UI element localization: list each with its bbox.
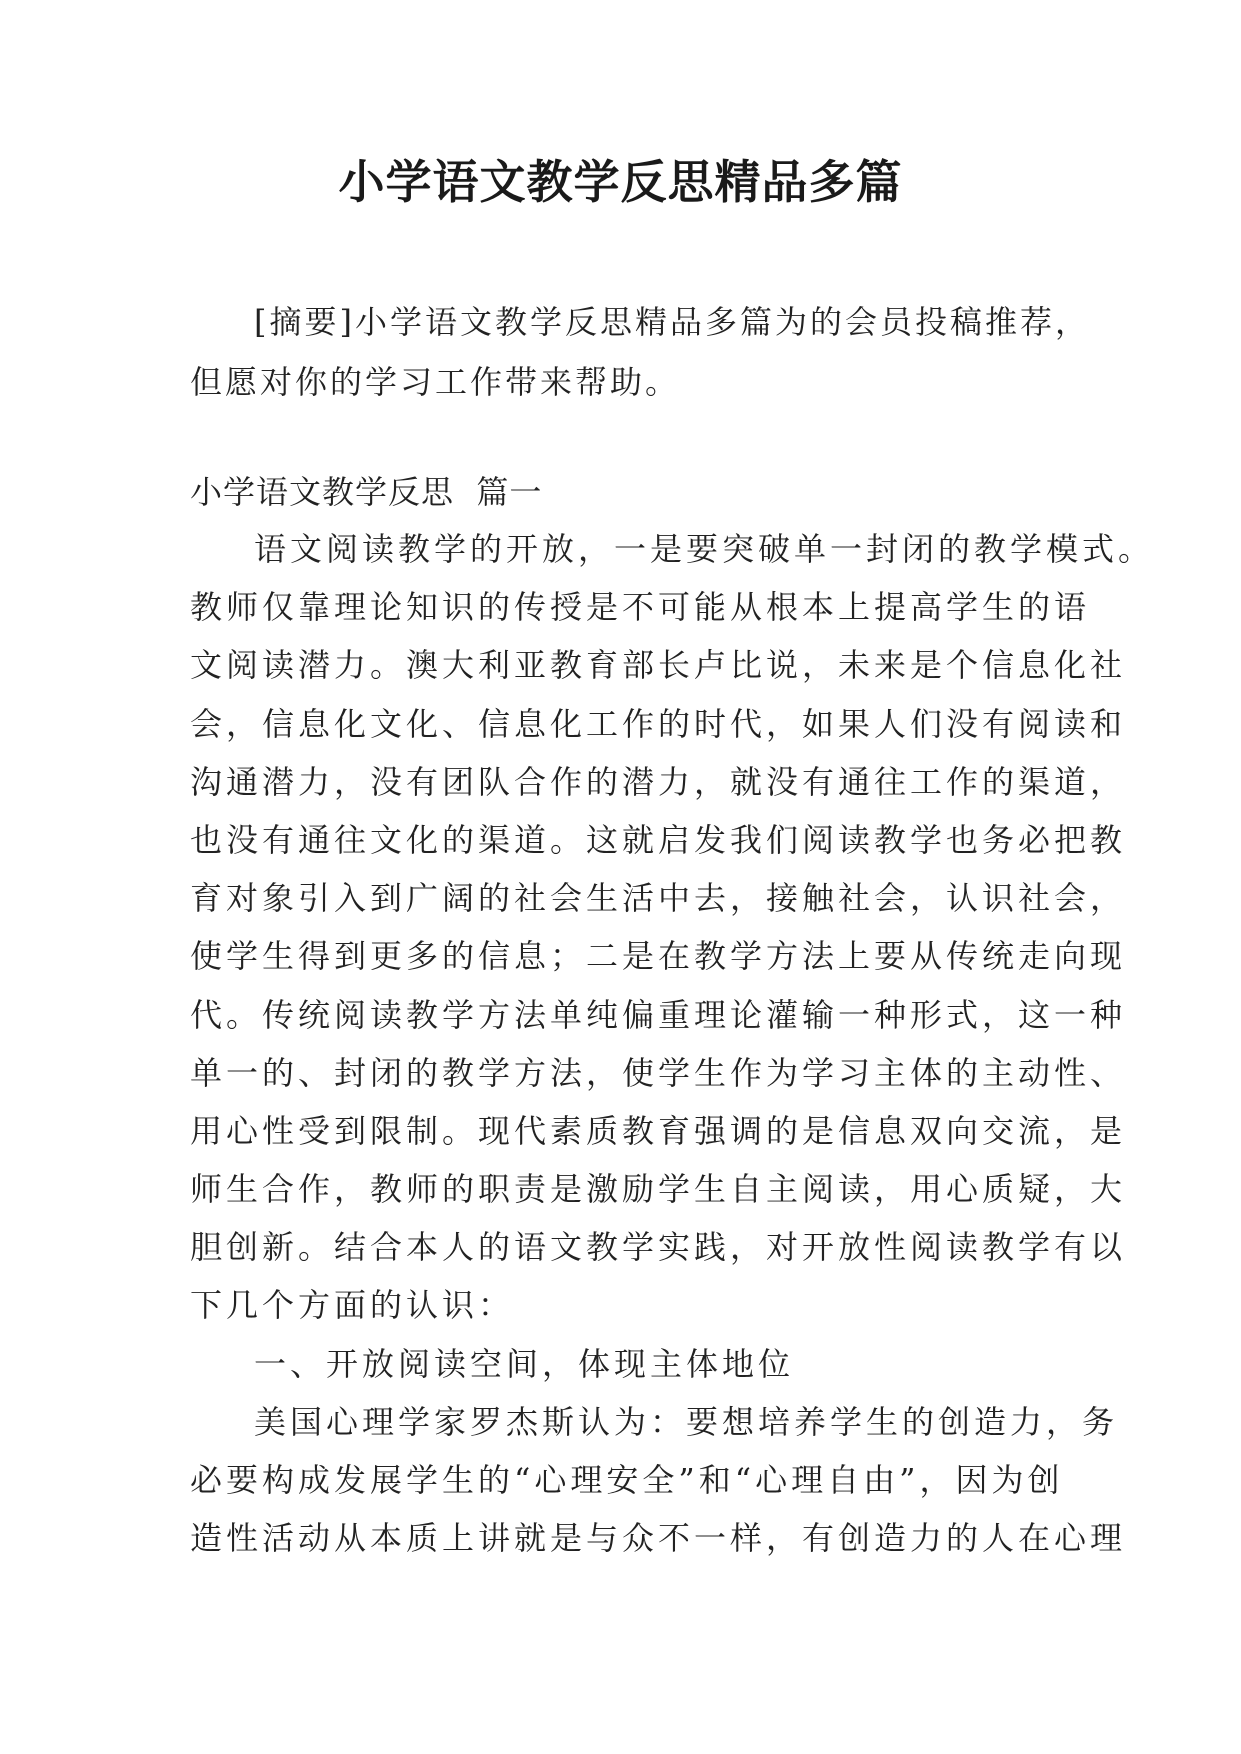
body-line: 沟通潜力，没有团队合作的潜力，就没有通往工作的渠道， [190,762,1127,801]
body-line: 语文阅读教学的开放，一是要突破单一封闭的教学模式。 [254,530,1155,568]
body-line: 下几个方面的认识： [190,1286,515,1325]
body-line: 单一的、封闭的教学方法，使学生作为学习主体的主动性、 [190,1053,1127,1092]
body-line: 代。传统阅读教学方法单纯偏重理论灌输一种形式，这一种 [190,995,1127,1034]
article-body [190,520,1155,1567]
body-line: 会，信息化文化、信息化工作的时代，如果人们没有阅读和 [190,704,1127,743]
body-line: 也没有通往文化的渠道。这就启发我们阅读教学也务必把教 [190,820,1127,859]
abstract-line: [摘要]小学语文教学反思精品多篇为的会员投稿推荐， [254,303,1090,341]
body-line: 育对象引入到广阔的社会生活中去，接触社会，认识社会， [190,879,1127,918]
document-title: 小学语文教学反思精品多篇 [338,155,903,209]
abstract-paragraph [190,292,1090,412]
body-line: 使学生得到更多的信息；二是在教学方法上要从传统走向现 [190,937,1127,976]
section-heading: 小学语文教学反思 篇一 [190,473,543,511]
body-line: 教师仅靠理论知识的传授是不可能从根本上提高学生的语 [190,588,1091,627]
body-line: 造性活动从本质上讲就是与众不一样，有创造力的人在心理 [190,1519,1127,1558]
body-line: 文阅读潜力。澳大利亚教育部长卢比说，未来是个信息化社 [190,646,1127,685]
abstract-line: 但愿对你的学习工作带来帮助。 [190,363,681,401]
body-line: 美国心理学家罗杰斯认为：要想培养学生的创造力，务 [254,1402,1119,1441]
body-line: 胆创新。结合本人的语文教学实践，对开放性阅读教学有以 [190,1228,1127,1267]
body-line: 用心性受到限制。现代素质教育强调的是信息双向交流，是 [190,1111,1127,1150]
body-line: 师生合作，教师的职责是激励学生自主阅读，用心质疑，大 [190,1170,1127,1209]
body-line: 必要构成发展学生的“心理安全”和“心理自由”，因为创 [190,1461,1064,1499]
subsection-heading: 一、开放阅读空间，体现主体地位 [254,1344,795,1383]
